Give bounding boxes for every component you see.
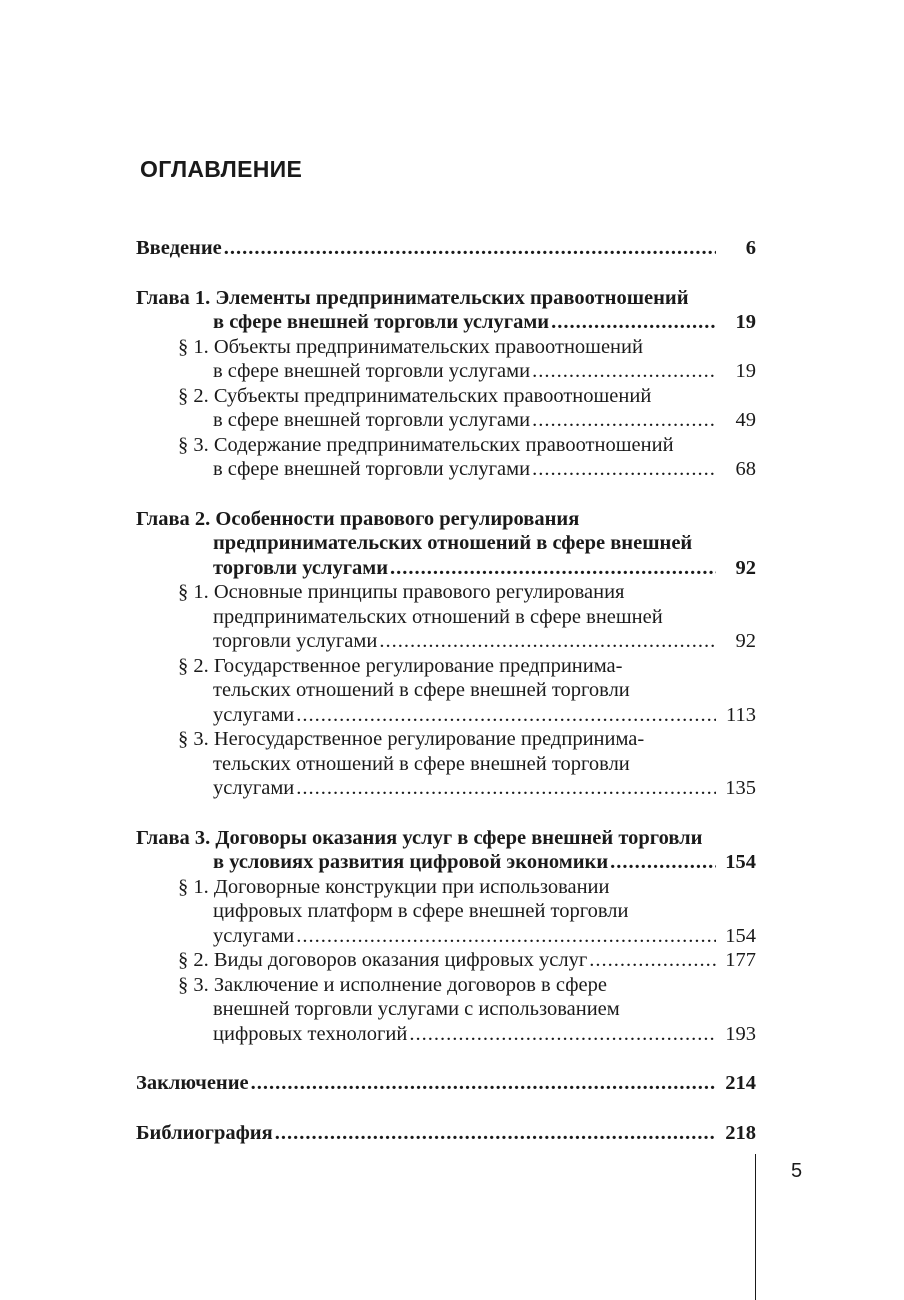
page-title: ОГЛАВЛЕНИЕ [140, 156, 303, 182]
section-title-line: § 2. Субъекты предпринимательских правоотношений [178, 384, 652, 407]
dot-leader [532, 359, 716, 384]
dot-leader [275, 1121, 716, 1146]
section-title-line: предпринимательских отношений в сфере внешней [213, 605, 663, 628]
dot-leader [551, 310, 716, 335]
toc-page-number: 218 [725, 1121, 756, 1144]
table-of-contents [136, 236, 756, 1170]
dot-leader [296, 703, 716, 728]
toc-entry-introduction[interactable] [136, 236, 756, 261]
toc-section[interactable] [136, 384, 756, 433]
toc-section[interactable] [136, 335, 756, 384]
toc-section[interactable] [136, 973, 756, 1047]
section-title-line: услугами [213, 777, 295, 799]
toc-section[interactable] [136, 654, 756, 728]
toc-entry-label: Заключение [136, 1072, 249, 1094]
toc-chapter-2 [136, 507, 756, 801]
toc-page-number: 193 [725, 1022, 756, 1045]
dot-leader [409, 1022, 716, 1047]
margin-rule [755, 1154, 756, 1300]
dot-leader [224, 236, 716, 261]
section-title-line: цифровых технологий [213, 1022, 408, 1045]
section-title-line: тельских отношений в сфере внешней торговли [213, 752, 630, 775]
section-title-line: в сфере внешней торговли услугами [213, 458, 531, 480]
section-title-line: § 3. Негосударственное регулирование предпринима- [178, 728, 645, 750]
toc-page-number: 177 [725, 949, 756, 971]
toc-section[interactable] [136, 875, 756, 949]
chapter-title-line: торговли услугами [213, 556, 389, 579]
toc-entry-bibliography[interactable] [136, 1121, 756, 1146]
toc-page-number: 19 [735, 311, 756, 333]
toc-page-number: 154 [725, 851, 756, 873]
section-title-line: в сфере внешней торговли услугами [213, 409, 531, 431]
dot-leader [589, 948, 716, 973]
toc-entry-conclusion[interactable] [136, 1071, 756, 1096]
section-title-line: § 3. Заключение и исполнение договоров в сфере [178, 973, 607, 996]
section-title-line: § 1. Основные принципы правового регулирования [178, 581, 625, 603]
toc-page-number: 92 [735, 630, 756, 652]
dot-leader [296, 924, 716, 949]
toc-section[interactable] [136, 727, 756, 801]
dot-leader [379, 629, 716, 654]
chapter-title-line: Глава 1. Элементы предпринимательских правоотношений [136, 286, 689, 309]
toc-page-number: 6 [745, 237, 756, 259]
dot-leader [610, 850, 716, 875]
toc-page-number: 135 [725, 777, 756, 799]
toc-page-number: 214 [725, 1072, 756, 1094]
chapter-title-line: в сфере внешней торговли услугами [213, 311, 550, 333]
section-title-line: услугами [213, 924, 295, 947]
chapter-title-line: предпринимательских отношений в сфере внешней [213, 532, 693, 554]
chapter-title-line: Глава 3. Договоры оказания услуг в сфере внешней торговли [136, 826, 703, 849]
section-title-line: цифровых платформ в сфере внешней торговли [213, 900, 629, 922]
toc-section[interactable] [136, 433, 756, 482]
toc-section[interactable] [136, 580, 756, 654]
section-title-line: § 2. Государственное регулирование предпринима- [178, 654, 623, 677]
toc-page-number: 68 [735, 458, 756, 480]
dot-leader [390, 556, 716, 581]
toc-page-number: 49 [735, 409, 756, 431]
toc-entry-label: Введение [136, 237, 222, 259]
chapter-title-line: Глава 2. Особенности правового регулирования [136, 507, 580, 530]
section-title-line: § 1. Договорные конструкции при использовании [178, 875, 610, 898]
toc-chapter-heading[interactable] [136, 286, 756, 335]
dot-leader [251, 1071, 716, 1096]
section-title-line: внешней торговли услугами с использованием [213, 998, 620, 1020]
section-title-line: § 1. Объекты предпринимательских правоотношений [178, 335, 643, 358]
toc-chapter-heading[interactable] [136, 507, 756, 581]
toc-chapter-1 [136, 286, 756, 482]
toc-section[interactable] [136, 948, 756, 973]
section-title-line: § 3. Содержание предпринимательских правоотношений [178, 433, 674, 456]
toc-page-number: 113 [726, 703, 756, 726]
toc-entry-label: Библиография [136, 1121, 273, 1144]
toc-chapter-3 [136, 826, 756, 1047]
dot-leader [532, 408, 716, 433]
section-title-line: § 2. Виды договоров оказания цифровых услуг [178, 949, 588, 971]
toc-page-number: 19 [735, 360, 756, 382]
dot-leader [532, 457, 716, 482]
chapter-title-line: в условиях развития цифровой экономики [213, 851, 609, 873]
section-title-line: торговли услугами [213, 630, 378, 652]
dot-leader [296, 776, 716, 801]
section-title-line: услугами [213, 703, 295, 726]
section-title-line: в сфере внешней торговли услугами [213, 360, 531, 382]
toc-page-number: 154 [725, 924, 756, 947]
toc-page-number: 92 [735, 556, 756, 579]
page-number: 5 [791, 1160, 803, 1182]
toc-chapter-heading[interactable] [136, 826, 756, 875]
section-title-line: тельских отношений в сфере внешней торговли [213, 679, 630, 701]
